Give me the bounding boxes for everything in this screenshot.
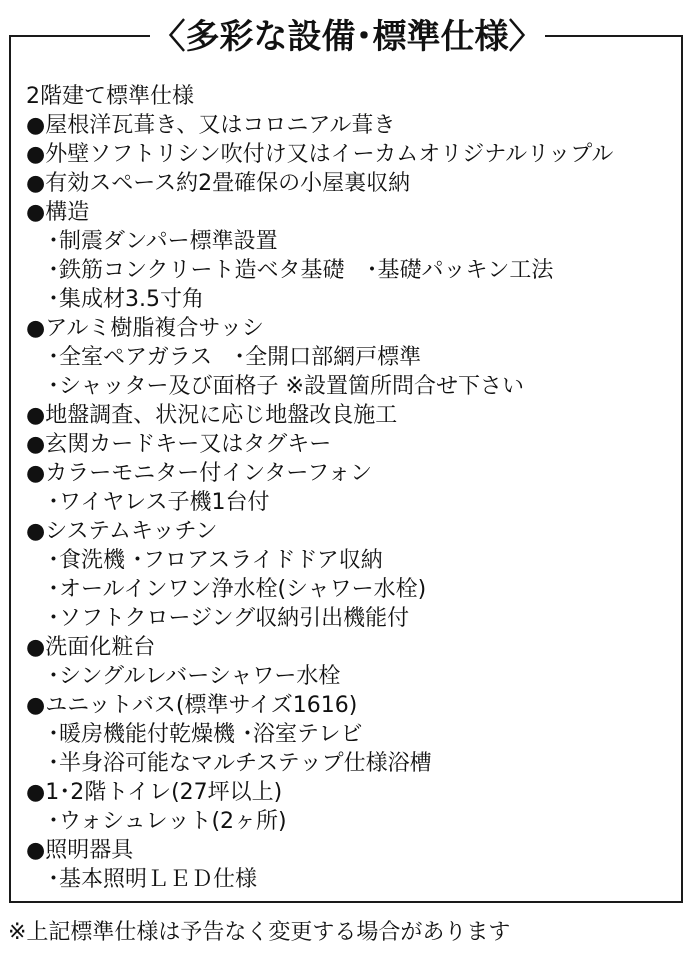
spec-sub-item: ･基本照明ＬＥＤ仕様 <box>48 867 258 892</box>
spec-sub-item: ･半身浴可能なマルチステップ仕様浴槽 <box>48 751 432 776</box>
spec-sub-item: ･ソフトクロージング収納引出機能付 <box>48 606 410 631</box>
spec-item: ●1･2階トイレ(27坪以上) <box>26 780 283 805</box>
spec-sub-item: ･オールインワン浄水栓(シャワー水栓) <box>48 577 427 602</box>
spec-sub-item: ･暖房機能付乾燥機 ･浴室テレビ <box>48 722 363 747</box>
spec-sub-item: ･全室ペアガラス ･全開口部網戸標準 <box>48 345 422 370</box>
spec-sub-item: ･ワイヤレス子機1台付 <box>48 490 270 515</box>
spec-item: ●カラーモニター付インターフォン <box>26 461 373 486</box>
spec-item: ●屋根洋瓦葺き、又はコロニアル葺き <box>26 113 396 138</box>
spec-sub-item: ･シャッター及び面格子 ※設置箇所問合せ下さい <box>48 374 524 399</box>
spec-item: ●照明器具 <box>26 838 134 863</box>
spec-item: ●玄関カードキー又はタグキー <box>26 432 332 457</box>
spec-sub-item: ･制震ダンパー標準設置 <box>48 229 278 254</box>
spec-item: ●洗面化粧台 <box>26 635 156 660</box>
spec-item: ●ユニットバス(標準サイズ1616) <box>26 693 358 718</box>
spec-sub-item: ･ウォシュレット(2ヶ所) <box>48 809 287 834</box>
title-bar <box>0 12 694 62</box>
spec-sub-item: ･シングルレバーシャワー水栓 <box>48 664 341 689</box>
spec-sub-item: ･鉄筋コンクリート造ベタ基礎 ･基礎パッキン工法 <box>48 258 554 283</box>
spec-sub-item: ･集成材3.5寸角 <box>48 287 204 312</box>
spec-sub-item: ･食洗機 ･フロアスライドドア収納 <box>48 548 383 573</box>
spec-list <box>26 82 676 894</box>
footnote: ※上記標準仕様は予告なく変更する場合があります <box>8 920 511 945</box>
spec-item: ●有効スペース約2畳確保の小屋裏収納 <box>26 171 411 196</box>
spec-item: ●アルミ樹脂複合サッシ <box>26 316 264 341</box>
page-title: 〈多彩な設備･標準仕様〉 <box>150 12 545 62</box>
spec-item: ●システムキッチン <box>26 519 218 544</box>
spec-item: ●外壁ソフトリシン吹付け又はイーカムオリジナルリップル <box>26 142 614 167</box>
spec-item: ●構造 <box>26 200 90 225</box>
spec-item: ●地盤調査、状況に応じ地盤改良施工 <box>26 403 398 428</box>
spec-item: 2階建て標準仕様 <box>26 84 194 109</box>
